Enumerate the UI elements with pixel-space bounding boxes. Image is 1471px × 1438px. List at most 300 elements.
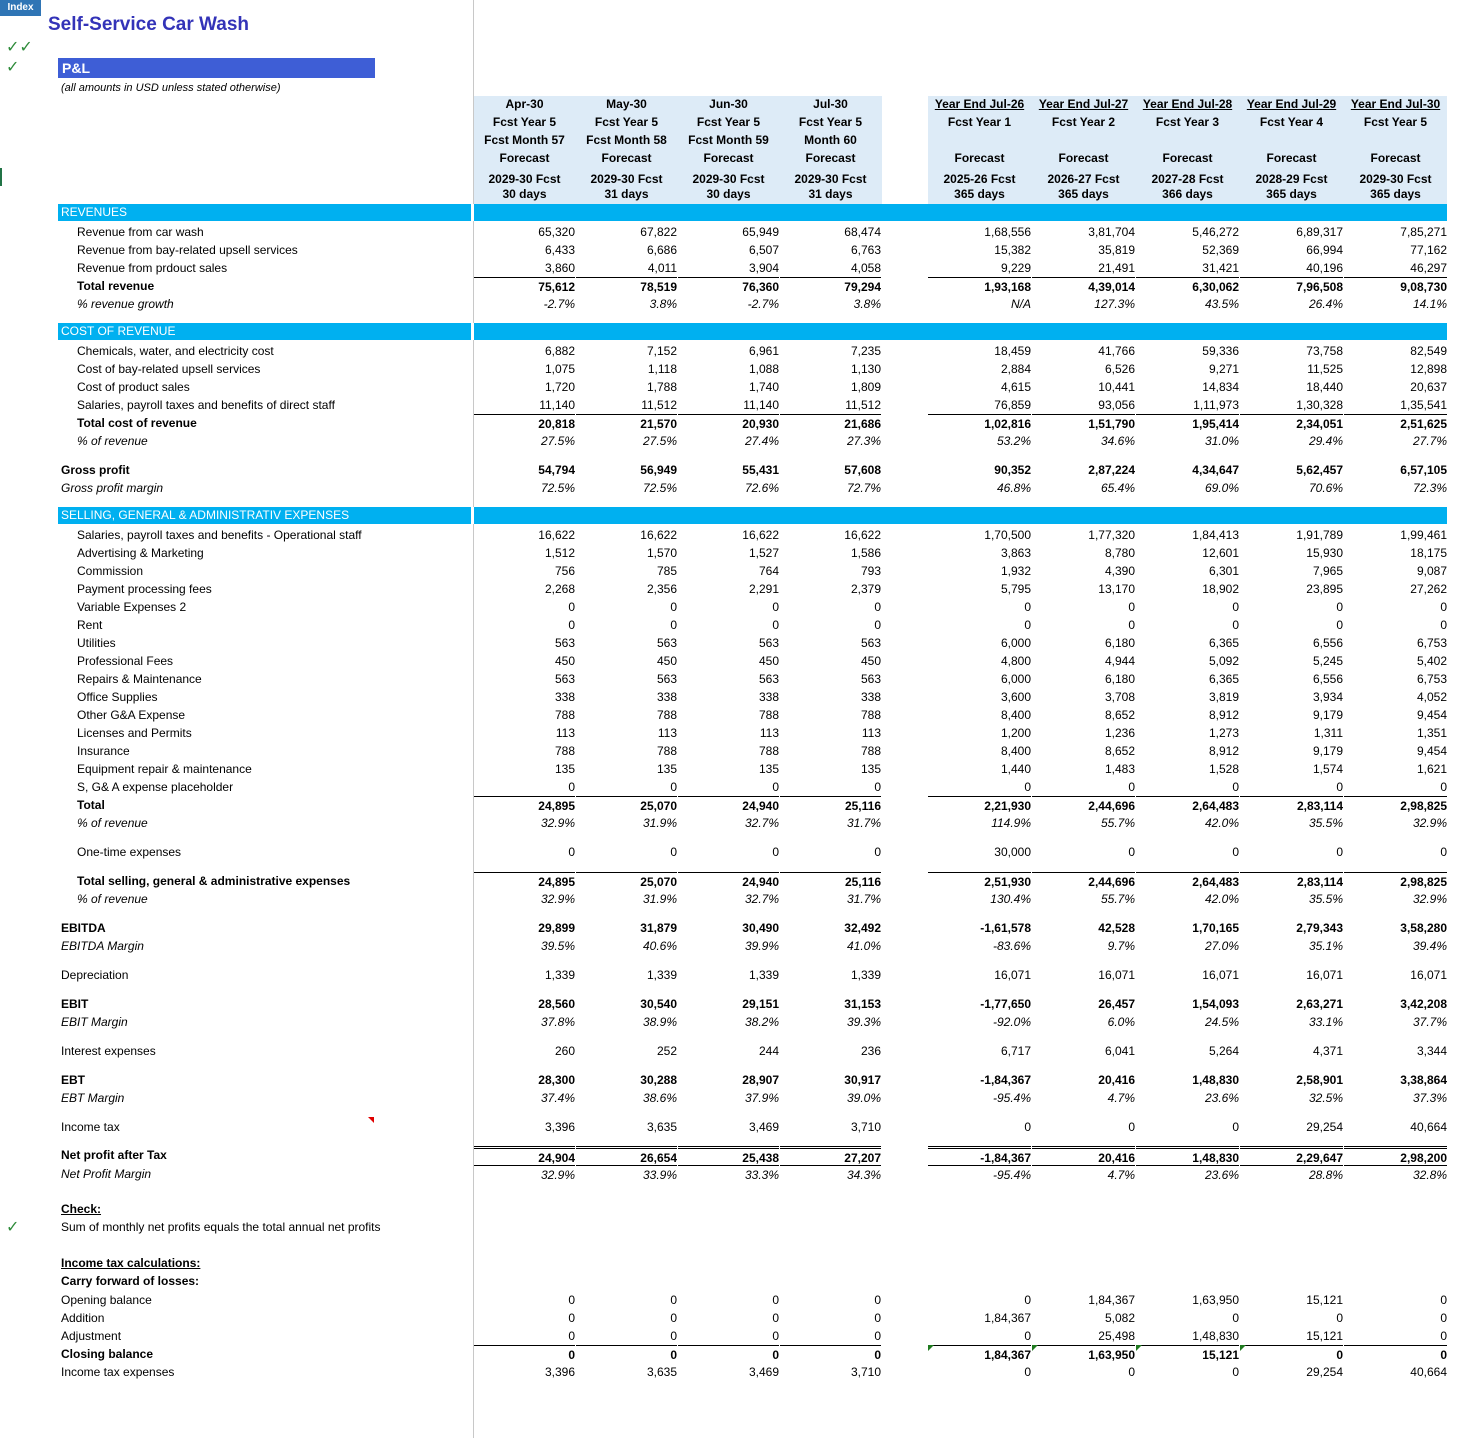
cell[interactable]: 21,491 (1098, 261, 1135, 275)
cell[interactable]: 338 (656, 690, 677, 704)
cell[interactable]: 338 (554, 690, 575, 704)
cell[interactable]: 32.9% (1412, 816, 1447, 830)
cell[interactable]: 0 (772, 618, 779, 632)
cell[interactable]: 5,082 (1104, 1311, 1135, 1325)
cell[interactable]: 1,63,950 (1192, 1293, 1239, 1307)
cell[interactable]: 0 (670, 600, 677, 614)
cell[interactable]: 450 (656, 654, 677, 668)
cell[interactable]: 4,052 (1416, 690, 1447, 704)
cell[interactable]: 35,819 (1098, 243, 1135, 257)
cell[interactable]: 1,93,168 (928, 277, 1031, 296)
cell[interactable]: 11,512 (641, 398, 677, 412)
cell[interactable]: 1,77,320 (1088, 528, 1135, 542)
cell[interactable]: 16,622 (844, 528, 881, 542)
cell[interactable]: -1,84,367 (980, 1073, 1031, 1087)
cell[interactable]: 1,088 (748, 362, 779, 376)
cell[interactable]: 6,717 (1000, 1044, 1031, 1058)
cell[interactable]: 9,179 (1312, 708, 1343, 722)
cell[interactable]: -2.7% (543, 297, 575, 311)
cell[interactable]: 1,118 (647, 362, 677, 376)
cell[interactable]: 54,794 (538, 463, 575, 477)
cell[interactable]: 32.8% (1344, 1165, 1447, 1184)
cell[interactable]: 2,79,343 (1296, 921, 1343, 935)
cell[interactable]: 39.4% (1412, 939, 1447, 953)
cell[interactable]: 113 (759, 726, 779, 740)
cell[interactable]: 43.5% (1204, 297, 1239, 311)
cell[interactable]: 3,710 (850, 1120, 881, 1134)
cell[interactable]: 6,301 (1208, 564, 1239, 578)
cell[interactable]: 135 (554, 762, 575, 776)
cell[interactable]: 38.6% (642, 1091, 677, 1105)
cell[interactable]: 788 (758, 744, 779, 758)
cell[interactable]: 34.6% (1100, 434, 1135, 448)
cell[interactable]: 1,95,414 (1136, 414, 1239, 433)
cell[interactable]: 0 (874, 1293, 881, 1307)
cell[interactable]: 0 (1232, 1311, 1239, 1325)
cell[interactable]: 1,528 (1208, 762, 1239, 776)
cell[interactable]: 78,519 (576, 277, 677, 296)
cell[interactable]: 4,058 (850, 261, 881, 275)
cell[interactable]: 30,540 (640, 997, 677, 1011)
cell[interactable]: 244 (758, 1044, 779, 1058)
cell[interactable]: 3,708 (1104, 690, 1135, 704)
cell[interactable]: 16,071 (994, 968, 1031, 982)
cell[interactable]: 32.7% (744, 816, 779, 830)
cell[interactable]: 1,339 (646, 968, 677, 982)
cell[interactable]: 52,369 (1202, 243, 1239, 257)
cell[interactable]: 130.4% (990, 892, 1031, 906)
cell[interactable]: 1,720 (544, 380, 575, 394)
cell[interactable]: 37.4% (540, 1091, 575, 1105)
cell[interactable]: 0 (772, 780, 779, 794)
cell[interactable]: 35.1% (1308, 939, 1343, 953)
cell[interactable]: 3,819 (1208, 690, 1239, 704)
cell[interactable]: 1,273 (1208, 726, 1239, 740)
cell[interactable]: 0 (568, 600, 575, 614)
cell[interactable]: 2,51,930 (928, 872, 1031, 891)
cell[interactable]: 33.1% (1308, 1015, 1343, 1029)
cell[interactable]: 15,930 (1306, 546, 1343, 560)
cell[interactable]: 23.6% (1136, 1165, 1239, 1184)
cell[interactable]: 1,440 (1000, 762, 1031, 776)
cell[interactable]: 26.4% (1308, 297, 1343, 311)
cell[interactable]: 0 (772, 600, 779, 614)
cell[interactable]: 53.2% (996, 434, 1031, 448)
cell[interactable]: 2,44,696 (1032, 796, 1135, 815)
cell[interactable]: 18,902 (1202, 582, 1239, 596)
cell[interactable]: 82,549 (1410, 344, 1447, 358)
cell[interactable]: 57,608 (844, 463, 881, 477)
cell[interactable]: 3,635 (646, 1365, 677, 1379)
cell[interactable]: 40,664 (1410, 1365, 1447, 1379)
cell[interactable]: 12,898 (1410, 362, 1447, 376)
cell[interactable]: 30,288 (640, 1073, 677, 1087)
cell[interactable]: 0 (1336, 845, 1343, 859)
cell[interactable]: 9,454 (1416, 708, 1447, 722)
cell[interactable]: 1,84,367 (984, 1311, 1031, 1325)
cell[interactable]: 37.9% (744, 1091, 779, 1105)
cell[interactable]: 75,612 (474, 277, 575, 296)
cell[interactable]: 1,30,328 (1296, 398, 1343, 412)
cell[interactable]: 39.9% (744, 939, 779, 953)
cell[interactable]: 0 (474, 1345, 575, 1364)
cell[interactable]: 29,254 (1306, 1365, 1343, 1379)
cell[interactable]: 4.7% (1107, 1091, 1135, 1105)
cell[interactable]: 113 (861, 726, 881, 740)
cell[interactable]: 1,527 (748, 546, 779, 560)
cell[interactable]: 113 (555, 726, 575, 740)
cell[interactable]: 6,180 (1104, 636, 1135, 650)
cell[interactable]: 3,396 (544, 1365, 575, 1379)
cell[interactable]: 788 (758, 708, 779, 722)
cell[interactable]: 7,152 (646, 344, 677, 358)
cell[interactable]: 793 (860, 564, 881, 578)
cell[interactable]: 8,400 (1000, 708, 1031, 722)
cell[interactable]: 6,30,062 (1136, 277, 1239, 296)
cell[interactable]: 9.7% (1107, 939, 1135, 953)
cell[interactable]: 1,84,367 (928, 1345, 1031, 1364)
cell[interactable]: 1,35,541 (1400, 398, 1447, 412)
cell[interactable]: 785 (656, 564, 677, 578)
cell[interactable]: 0 (874, 1329, 881, 1343)
cell[interactable]: 16,071 (1410, 968, 1447, 982)
cell[interactable]: 1,51,790 (1032, 414, 1135, 433)
cell[interactable]: 15,121 (1136, 1345, 1239, 1364)
cell[interactable]: 260 (554, 1044, 575, 1058)
cell[interactable]: 4,800 (1000, 654, 1031, 668)
cell[interactable]: 24.5% (1204, 1015, 1239, 1029)
cell[interactable]: 1,99,461 (1400, 528, 1447, 542)
cell[interactable]: 26,457 (1098, 997, 1135, 1011)
cell[interactable]: 1,483 (1104, 762, 1135, 776)
cell[interactable]: 1,075 (544, 362, 575, 376)
cell[interactable]: 5,62,457 (1296, 463, 1343, 477)
cell[interactable]: 0 (874, 845, 881, 859)
cell[interactable]: 31.9% (642, 892, 677, 906)
cell[interactable]: 2,356 (646, 582, 677, 596)
cell[interactable]: 3,58,280 (1400, 921, 1447, 935)
cell[interactable]: 3,635 (646, 1120, 677, 1134)
cell[interactable]: 76,859 (994, 398, 1031, 412)
cell[interactable]: 5,795 (1000, 582, 1031, 596)
cell[interactable]: 2,268 (544, 582, 575, 596)
cell[interactable]: 79,294 (780, 277, 881, 296)
cell[interactable]: 0 (1024, 1293, 1031, 1307)
cell[interactable]: 0 (670, 618, 677, 632)
cell[interactable]: 0 (1232, 780, 1239, 794)
cell[interactable]: 0 (1336, 1311, 1343, 1325)
cell[interactable]: 0 (772, 845, 779, 859)
cell[interactable]: 6.0% (1107, 1015, 1135, 1029)
cell[interactable]: 450 (554, 654, 575, 668)
cell[interactable]: 27.4% (744, 434, 779, 448)
cell[interactable]: 2,21,930 (928, 796, 1031, 815)
cell[interactable]: 0 (772, 1329, 779, 1343)
cell[interactable]: -92.0% (992, 1015, 1031, 1029)
cell[interactable]: 0 (1336, 618, 1343, 632)
cell[interactable]: 1,339 (850, 968, 881, 982)
cell[interactable]: N/A (1010, 297, 1031, 311)
cell[interactable]: 32.9% (540, 816, 575, 830)
cell[interactable]: 9,229 (1000, 261, 1031, 275)
cell[interactable]: 93,056 (1098, 398, 1135, 412)
cell[interactable]: 0 (1128, 845, 1135, 859)
cell[interactable]: 1,02,816 (928, 414, 1031, 433)
cell[interactable]: 23,895 (1306, 582, 1343, 596)
cell[interactable]: 25,116 (780, 872, 881, 891)
cell[interactable]: 2,98,825 (1344, 872, 1447, 891)
cell[interactable]: 32.9% (540, 892, 575, 906)
cell[interactable]: 40.6% (642, 939, 677, 953)
cell[interactable]: 30,490 (742, 921, 779, 935)
cell[interactable]: 6,507 (748, 243, 779, 257)
cell[interactable]: 6,763 (850, 243, 881, 257)
cell[interactable]: 29.4% (1308, 434, 1343, 448)
cell[interactable]: 67,822 (640, 225, 677, 239)
cell[interactable]: 3,934 (1312, 690, 1343, 704)
index-button[interactable]: Index (0, 0, 41, 16)
cell[interactable]: 0 (1128, 618, 1135, 632)
cell[interactable]: 0 (1232, 1365, 1239, 1379)
cell[interactable]: 27.5% (642, 434, 677, 448)
cell[interactable]: 31,421 (1202, 261, 1239, 275)
cell[interactable]: 0 (670, 1293, 677, 1307)
cell[interactable]: 4,39,014 (1032, 277, 1135, 296)
cell[interactable]: 3,81,704 (1088, 225, 1135, 239)
cell[interactable]: 4,34,647 (1192, 463, 1239, 477)
cell[interactable]: 135 (656, 762, 677, 776)
cell[interactable]: 41,766 (1098, 344, 1135, 358)
cell[interactable]: 1,84,367 (1088, 1293, 1135, 1307)
cell[interactable]: 18,459 (994, 344, 1031, 358)
cell[interactable]: 69.0% (1204, 481, 1239, 495)
cell[interactable]: 20,416 (1098, 1073, 1135, 1087)
cell[interactable]: 56,949 (640, 463, 677, 477)
cell[interactable]: 72.5% (642, 481, 677, 495)
cell[interactable]: 29,899 (538, 921, 575, 935)
cell[interactable]: 563 (860, 636, 881, 650)
cell[interactable]: 3,396 (544, 1120, 575, 1134)
cell[interactable]: 8,652 (1104, 744, 1135, 758)
cell[interactable]: 0 (670, 780, 677, 794)
cell[interactable]: 65.4% (1100, 481, 1135, 495)
cell[interactable]: 0 (1024, 600, 1031, 614)
cell[interactable]: 27.5% (540, 434, 575, 448)
cell[interactable]: 1,130 (850, 362, 881, 376)
cell[interactable]: 0 (1128, 600, 1135, 614)
cell[interactable]: 563 (554, 636, 575, 650)
cell[interactable]: 0 (568, 780, 575, 794)
cell[interactable]: 7,235 (850, 344, 881, 358)
cell[interactable]: 6,753 (1416, 672, 1447, 686)
cell[interactable]: 8,652 (1104, 708, 1135, 722)
cell[interactable]: 563 (656, 636, 677, 650)
cell[interactable]: 11,140 (743, 398, 779, 412)
cell[interactable]: 3,42,208 (1400, 997, 1447, 1011)
cell[interactable]: 2,83,114 (1240, 872, 1343, 891)
cell[interactable]: 32,492 (844, 921, 881, 935)
cell[interactable]: 1,200 (1000, 726, 1031, 740)
cell[interactable]: 77,162 (1410, 243, 1447, 257)
cell[interactable]: 8,400 (1000, 744, 1031, 758)
cell[interactable]: 24,895 (474, 872, 575, 891)
cell[interactable]: 55.7% (1100, 816, 1135, 830)
cell[interactable]: 34.3% (780, 1165, 881, 1184)
cell[interactable]: 3.8% (649, 297, 677, 311)
cell[interactable]: 5,092 (1208, 654, 1239, 668)
cell[interactable]: 31.7% (846, 816, 881, 830)
cell[interactable]: 0 (1440, 845, 1447, 859)
cell[interactable]: 37.3% (1412, 1091, 1447, 1105)
cell[interactable]: 563 (758, 672, 779, 686)
cell[interactable]: 0 (874, 618, 881, 632)
cell[interactable]: 46,297 (1410, 261, 1447, 275)
cell[interactable]: 0 (576, 1345, 677, 1364)
cell[interactable]: 28.8% (1240, 1165, 1343, 1184)
cell[interactable]: 0 (1440, 1293, 1447, 1307)
cell[interactable]: 0 (874, 600, 881, 614)
cell[interactable]: 42.0% (1204, 816, 1239, 830)
cell[interactable]: 20,818 (474, 414, 575, 433)
cell[interactable]: 3,860 (544, 261, 575, 275)
cell[interactable]: 27.3% (846, 434, 881, 448)
cell[interactable]: 113 (657, 726, 677, 740)
cell[interactable]: 3.8% (853, 297, 881, 311)
cell[interactable]: 0 (772, 1293, 779, 1307)
cell[interactable]: 2,379 (850, 582, 881, 596)
cell[interactable]: 0 (678, 1345, 779, 1364)
cell[interactable]: 31.9% (642, 816, 677, 830)
cell[interactable]: 0 (568, 618, 575, 632)
cell[interactable]: 8,912 (1208, 744, 1239, 758)
cell[interactable]: 15,121 (1306, 1329, 1343, 1343)
cell[interactable]: 6,753 (1416, 636, 1447, 650)
cell[interactable]: 25,116 (780, 796, 881, 815)
cell[interactable]: 16,071 (1098, 968, 1135, 982)
cell[interactable]: 39.5% (540, 939, 575, 953)
cell[interactable]: 11,525 (1307, 362, 1343, 376)
cell[interactable]: 7,965 (1312, 564, 1343, 578)
cell[interactable]: 1,932 (1000, 564, 1031, 578)
cell[interactable]: -1,77,650 (980, 997, 1031, 1011)
cell[interactable]: 6,526 (1104, 362, 1135, 376)
cell[interactable]: -95.4% (928, 1165, 1031, 1184)
cell[interactable]: 0 (670, 845, 677, 859)
cell[interactable]: 0 (874, 1311, 881, 1325)
cell[interactable]: 2,34,051 (1240, 414, 1343, 433)
cell[interactable]: 1,351 (1416, 726, 1447, 740)
cell[interactable]: 6,365 (1208, 636, 1239, 650)
cell[interactable]: 0 (1336, 780, 1343, 794)
cell[interactable]: 2,64,483 (1136, 872, 1239, 891)
cell[interactable]: 9,087 (1416, 564, 1447, 578)
cell[interactable]: 0 (1232, 600, 1239, 614)
cell[interactable]: 31,153 (844, 997, 881, 1011)
cell[interactable]: 1,84,413 (1192, 528, 1239, 542)
cell[interactable]: 1,63,950 (1032, 1345, 1135, 1364)
cell[interactable]: 24,895 (474, 796, 575, 815)
cell[interactable]: 25,498 (1098, 1329, 1135, 1343)
cell[interactable]: 1,339 (544, 968, 575, 982)
cell[interactable]: 788 (554, 744, 575, 758)
cell[interactable]: 15,382 (994, 243, 1031, 257)
cell[interactable]: 27,262 (1410, 582, 1447, 596)
cell[interactable]: 31.0% (1204, 434, 1239, 448)
cell[interactable]: 6,961 (748, 344, 779, 358)
cell[interactable]: 6,180 (1104, 672, 1135, 686)
cell[interactable]: 563 (656, 672, 677, 686)
cell[interactable]: 4,011 (647, 261, 677, 275)
cell[interactable]: 1,621 (1416, 762, 1447, 776)
cell[interactable]: 2,87,224 (1088, 463, 1135, 477)
cell[interactable]: 1,70,165 (1192, 921, 1239, 935)
cell[interactable]: 1,574 (1312, 762, 1343, 776)
cell[interactable]: 27.0% (1204, 939, 1239, 953)
cell[interactable]: 32.9% (1412, 892, 1447, 906)
cell[interactable]: 0 (772, 1311, 779, 1325)
cell[interactable]: 1,788 (646, 380, 677, 394)
cell[interactable]: 66,994 (1306, 243, 1343, 257)
cell[interactable]: 25,438 (678, 1146, 779, 1167)
cell[interactable]: -83.6% (992, 939, 1031, 953)
cell[interactable]: 1,68,556 (984, 225, 1031, 239)
cell[interactable]: 65,320 (538, 225, 575, 239)
cell[interactable]: 21,570 (576, 414, 677, 433)
cell[interactable]: 135 (758, 762, 779, 776)
cell[interactable]: 28,300 (538, 1073, 575, 1087)
cell[interactable]: 59,336 (1202, 344, 1239, 358)
cell[interactable]: 756 (554, 564, 575, 578)
cell[interactable]: 72.5% (540, 481, 575, 495)
cell[interactable]: 6,89,317 (1296, 225, 1343, 239)
cell[interactable]: 2,58,901 (1296, 1073, 1343, 1087)
cell[interactable]: 55.7% (1100, 892, 1135, 906)
cell[interactable]: 1,236 (1104, 726, 1135, 740)
cell[interactable]: 788 (656, 744, 677, 758)
cell[interactable]: 6,433 (544, 243, 575, 257)
cell[interactable]: 0 (568, 1293, 575, 1307)
cell[interactable]: 0 (568, 845, 575, 859)
cell[interactable]: 3,904 (748, 261, 779, 275)
cell[interactable]: 6,000 (1000, 672, 1031, 686)
cell[interactable]: 25,070 (576, 872, 677, 891)
cell[interactable]: 9,454 (1416, 744, 1447, 758)
cell[interactable]: 1,809 (850, 380, 881, 394)
cell[interactable]: 0 (1232, 845, 1239, 859)
cell[interactable]: 1,339 (748, 968, 779, 982)
cell[interactable]: 0 (874, 780, 881, 794)
cell[interactable]: 3,469 (748, 1120, 779, 1134)
cell[interactable]: 27,207 (780, 1146, 881, 1167)
cell[interactable]: 24,904 (474, 1146, 575, 1167)
cell[interactable]: 0 (1440, 1329, 1447, 1343)
cell[interactable]: 6,000 (1000, 636, 1031, 650)
cell[interactable]: 6,556 (1312, 636, 1343, 650)
cell[interactable]: 30,917 (844, 1073, 881, 1087)
cell[interactable]: 338 (860, 690, 881, 704)
cell[interactable]: 20,637 (1410, 380, 1447, 394)
cell[interactable]: 20,416 (1032, 1146, 1135, 1167)
cell[interactable]: 0 (1440, 780, 1447, 794)
cell[interactable]: 14.1% (1412, 297, 1447, 311)
cell[interactable]: 6,882 (544, 344, 575, 358)
cell[interactable]: 9,179 (1312, 744, 1343, 758)
cell[interactable]: 0 (1024, 1329, 1031, 1343)
cell[interactable]: 35.5% (1308, 892, 1343, 906)
cell[interactable]: 3,469 (748, 1365, 779, 1379)
cell[interactable]: 32.7% (744, 892, 779, 906)
cell[interactable]: 29,254 (1306, 1120, 1343, 1134)
